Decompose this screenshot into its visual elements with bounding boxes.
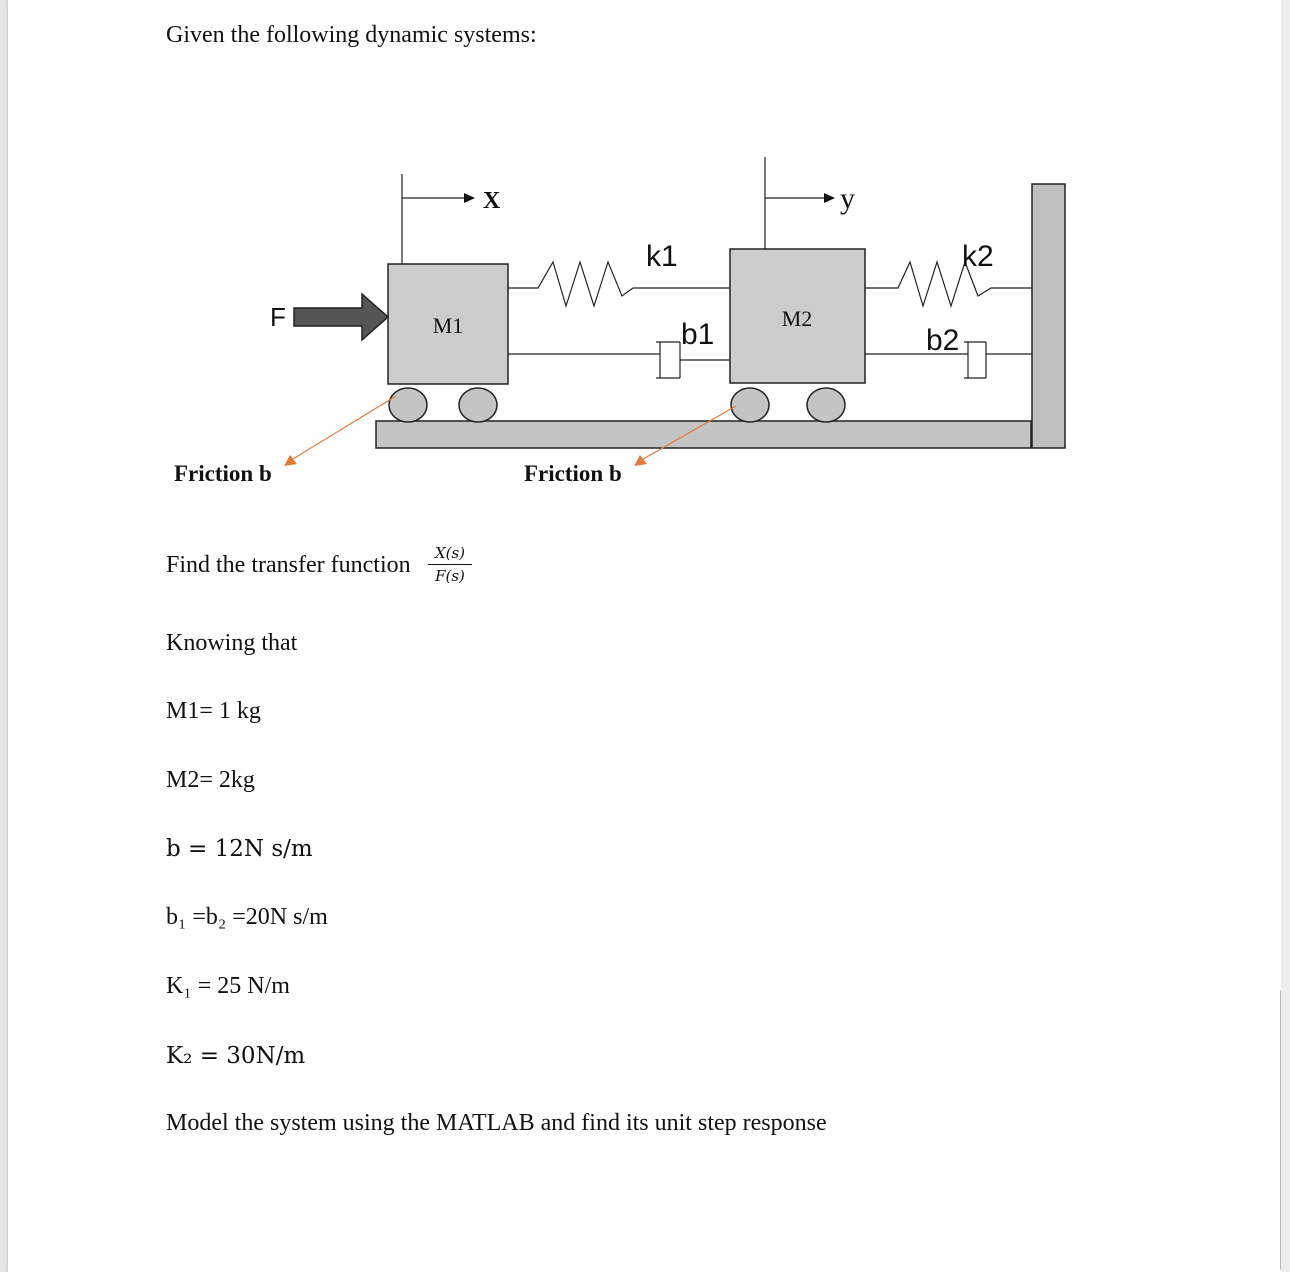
transfer-function-fraction [428, 544, 472, 585]
param-m2: M2= 2kg [166, 767, 255, 793]
force-label: F [270, 302, 286, 332]
wheel-m1-left [389, 388, 427, 422]
friction-left-label: Friction b [174, 461, 272, 486]
force-arrow [294, 294, 388, 340]
knowing-text: Knowing that [166, 630, 298, 656]
wheel-m1-right [459, 388, 497, 422]
param-b: b = 12N s/m [166, 836, 313, 862]
damper-b1-label: b1 [681, 318, 715, 351]
mass-m2-label: M2 [781, 306, 813, 331]
spring-k2-label: k2 [962, 240, 994, 273]
spring-k1 [508, 262, 730, 306]
friction-right-arrow-icon [634, 455, 647, 466]
param-m1: M1= 1 kg [166, 698, 261, 724]
fraction-numerator: X(s) [428, 544, 472, 565]
x-arrow-icon [464, 193, 475, 203]
y-label: y [840, 182, 855, 215]
wall [1032, 184, 1065, 448]
param-k1: K₁ = 25 N/m [166, 973, 290, 999]
y-arrow-icon [824, 193, 835, 203]
friction-right-label: Friction b [524, 461, 622, 486]
param-k2: K₂ = 30N/m [166, 1043, 306, 1069]
friction-left-arrow-icon [284, 455, 297, 466]
mass-m1-label: M1 [432, 313, 464, 338]
mass-spring-damper-diagram [8, 0, 1281, 510]
intro-text: Given the following dynamic systems: [166, 22, 537, 48]
spring-k1-label: k1 [646, 240, 678, 273]
damper-b2-label: b2 [926, 324, 960, 357]
document-page [8, 0, 1281, 1272]
wheel-m2-left [731, 388, 769, 422]
spring-k2 [865, 262, 1032, 306]
closing-text: Model the system using the MATLAB and find its unit step response [166, 1110, 827, 1136]
task-text: Find the transfer function [166, 552, 411, 578]
param-b1-b2: b₁ =b₂ =20N s/m [166, 904, 328, 930]
wheel-m2-right [807, 388, 845, 422]
x-label: X [483, 188, 501, 214]
fraction-denominator: F(s) [435, 567, 465, 585]
damper-b2-cylinder [964, 342, 986, 378]
scrollbar-track[interactable] [1281, 0, 1290, 1272]
